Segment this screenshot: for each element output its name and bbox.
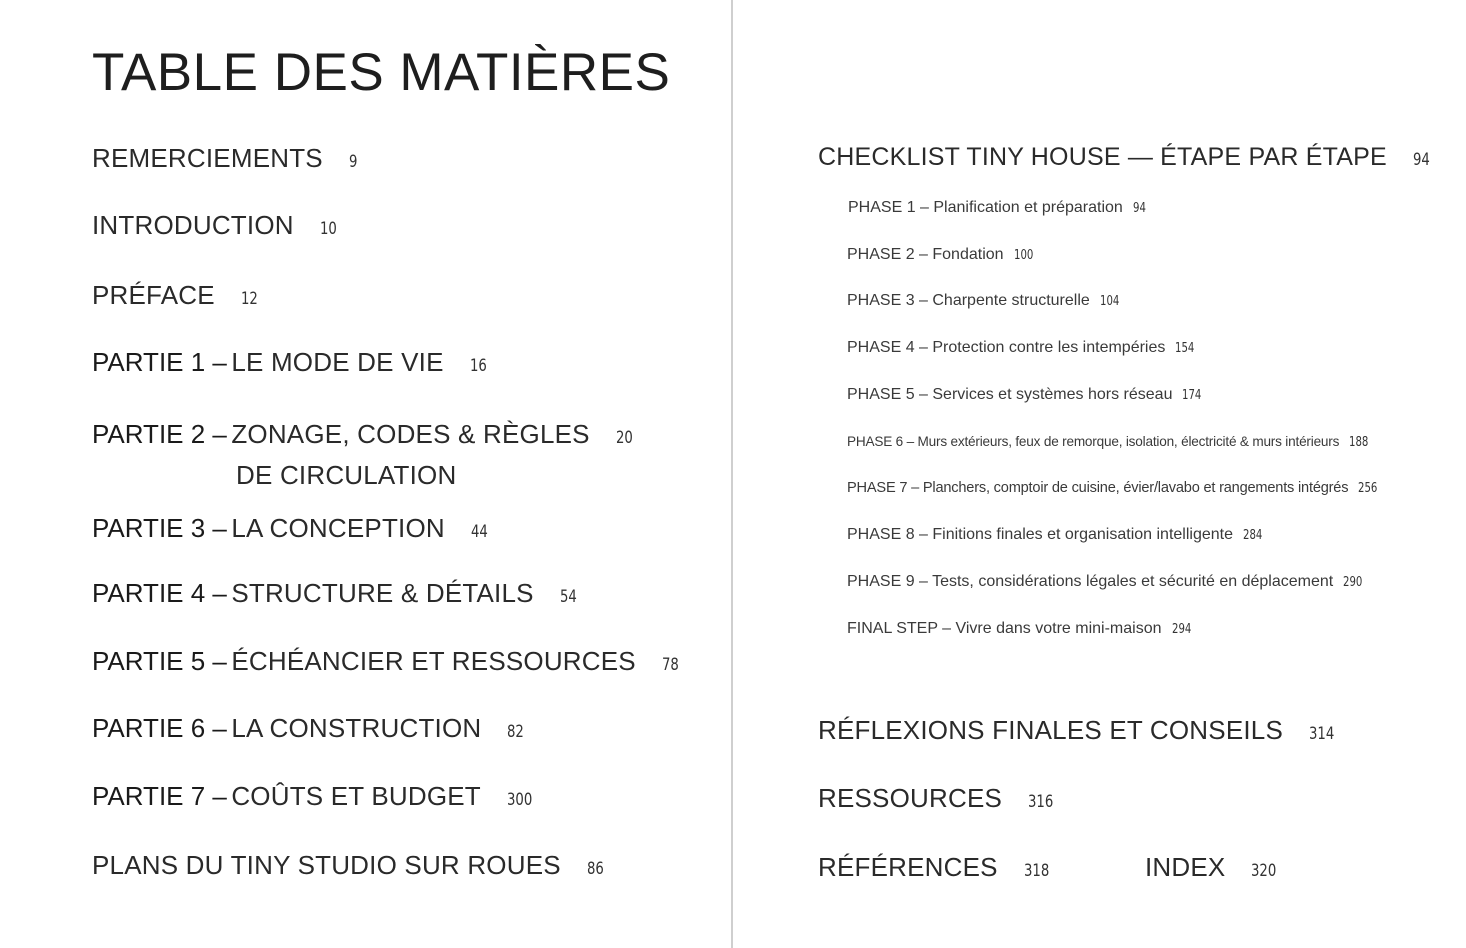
toc-page-number: 256 (1358, 481, 1378, 496)
toc-entry-label: LA CONCEPTION (231, 513, 445, 543)
toc-entry-index[interactable] (1145, 849, 1284, 890)
toc-entry-label: INDEX (1145, 852, 1226, 882)
toc-part-prefix: PARTIE 5 – (92, 646, 227, 676)
toc-phase-label: PHASE 4 – Protection contre les intempéries (847, 339, 1166, 356)
toc-phase-4[interactable] (847, 337, 1200, 360)
toc-page-number: 20 (615, 428, 633, 448)
toc-page-number: 294 (1171, 622, 1191, 637)
toc-page-number: 284 (1243, 528, 1263, 543)
toc-entry-label: CHECKLIST TINY HOUSE — ÉTAPE PAR ÉTAPE (818, 143, 1387, 171)
toc-page-number: 174 (1182, 388, 1202, 403)
toc-entry-preface[interactable] (92, 277, 262, 318)
toc-entry-label: PLANS DU TINY STUDIO SUR ROUES (92, 850, 561, 880)
toc-entry-label: INTRODUCTION (92, 210, 294, 240)
toc-page-number: 82 (507, 722, 525, 742)
toc-phase-label: PHASE 8 – Finitions finales et organisation intelligente (847, 526, 1233, 543)
toc-page-number: 44 (470, 522, 488, 542)
toc-page-number: 86 (586, 859, 604, 879)
toc-page-number: 54 (559, 587, 577, 607)
toc-entry-label: PRÉFACE (92, 280, 215, 310)
toc-page-number: 94 (1132, 201, 1146, 216)
toc-page-number: 154 (1175, 341, 1195, 356)
toc-entry-label: LA CONSTRUCTION (231, 713, 482, 743)
toc-entry-partie-4[interactable] (92, 575, 581, 616)
toc-page-number: 316 (1028, 792, 1054, 812)
toc-page-number: 314 (1309, 724, 1335, 744)
toc-page-number: 12 (240, 289, 258, 309)
toc-entry-label: REMERCIEMENTS (92, 143, 323, 173)
toc-entry-references[interactable] (818, 849, 1056, 890)
toc-entry-partie-5[interactable] (92, 643, 683, 684)
toc-entry-reflexions[interactable] (818, 712, 1341, 753)
toc-phase-3[interactable] (847, 290, 1125, 313)
toc-page-number: 94 (1412, 150, 1430, 170)
toc-page-number: 10 (319, 219, 337, 239)
toc-entry-ressources[interactable] (818, 780, 1061, 821)
toc-entry-partie-1[interactable] (92, 344, 491, 385)
toc-phase-label: FINAL STEP – Vivre dans votre mini-maison (847, 620, 1162, 637)
toc-page-number: 290 (1343, 575, 1363, 590)
toc-entry-partie-3[interactable] (92, 510, 493, 551)
toc-entry-checklist[interactable] (818, 139, 1435, 179)
toc-entry-label: ÉCHÉANCIER ET RESSOURCES (231, 646, 636, 676)
toc-entry-label: RÉFÉRENCES (818, 852, 998, 882)
toc-phase-2[interactable] (847, 244, 1038, 267)
toc-entry-label: RESSOURCES (818, 783, 1003, 813)
toc-phase-label: PHASE 1 – Planification et préparation (848, 199, 1123, 216)
toc-phase-8[interactable] (847, 524, 1268, 547)
toc-page-number: 9 (348, 152, 358, 172)
toc-entry-label: STRUCTURE & DÉTAILS (231, 578, 534, 608)
toc-phase-7[interactable] (847, 477, 1383, 500)
toc-entry-partie-2[interactable] (92, 416, 637, 493)
toc-page-number: 320 (1251, 861, 1277, 881)
toc-entry-plans[interactable] (92, 847, 608, 888)
toc-entry-partie-7[interactable] (92, 778, 539, 819)
page-divider (731, 0, 733, 948)
toc-part-prefix: PARTIE 1 – (92, 347, 227, 377)
toc-part-prefix: PARTIE 3 – (92, 513, 227, 543)
toc-entry-label-continued: DE CIRCULATION (236, 460, 457, 490)
toc-phase-label: PHASE 5 – Services et systèmes hors réseau (847, 386, 1173, 403)
toc-page-number: 104 (1099, 294, 1120, 309)
toc-phase-label: PHASE 9 – Tests, considérations légales et sécurité en déplacement (847, 573, 1334, 590)
toc-phase-label: PHASE 6 – Murs extérieurs, feux de remorque, isolation, électricité & murs intérieurs (847, 434, 1340, 449)
toc-page-number: 318 (1023, 861, 1050, 881)
toc-phase-5[interactable] (847, 384, 1207, 407)
toc-entry-remerciements[interactable] (92, 140, 360, 181)
toc-page-number: 300 (506, 790, 533, 810)
toc-entry-label: LE MODE DE VIE (231, 347, 444, 377)
toc-part-prefix: PARTIE 4 – (92, 578, 227, 608)
toc-entry-partie-6[interactable] (92, 710, 529, 751)
toc-page-number: 100 (1013, 248, 1033, 263)
toc-part-prefix: PARTIE 6 – (92, 713, 227, 743)
toc-phase-label: PHASE 3 – Charpente structurelle (847, 292, 1090, 309)
toc-entry-label: COÛTS ET BUDGET (231, 781, 481, 811)
toc-page-number: 188 (1349, 435, 1369, 450)
toc-entry-label: RÉFLEXIONS FINALES ET CONSEILS (818, 715, 1283, 745)
toc-phase-label: PHASE 2 – Fondation (847, 246, 1004, 263)
toc-phase-1[interactable] (848, 197, 1149, 220)
toc-phase-6[interactable] (847, 431, 1374, 454)
page-title: TABLE DES MATIÈRES (92, 43, 671, 102)
toc-page-number: 16 (469, 356, 487, 376)
toc-phase-final-step[interactable] (847, 618, 1196, 641)
toc-entry-introduction[interactable] (92, 207, 341, 248)
toc-page-number: 78 (661, 655, 679, 675)
toc-part-prefix: PARTIE 2 – (92, 419, 227, 449)
toc-entry-label: ZONAGE, CODES & RÈGLES (231, 419, 590, 449)
toc-part-prefix: PARTIE 7 – (92, 781, 227, 811)
toc-phase-label: PHASE 7 – Planchers, comptoir de cuisine, évier/lavabo et rangements intégrés (847, 480, 1349, 496)
toc-phase-9[interactable] (847, 571, 1368, 594)
